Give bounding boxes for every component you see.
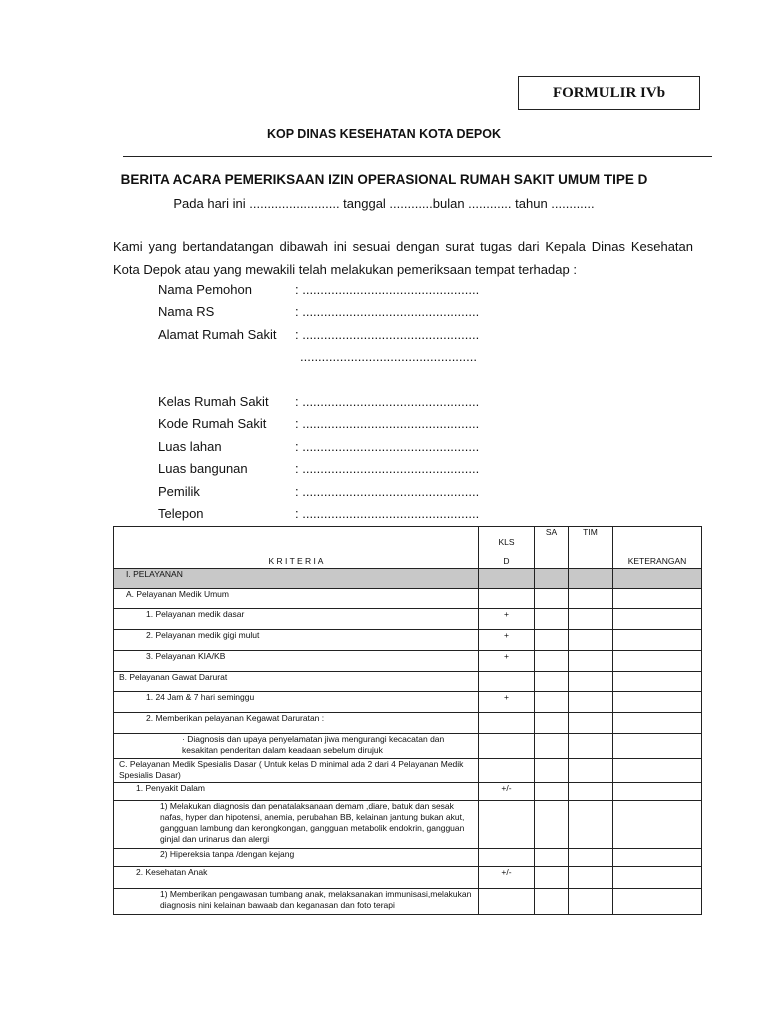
field-label: Luas bangunan — [158, 461, 248, 476]
field-label: Pemilik — [158, 484, 200, 499]
sa-cell — [535, 569, 569, 589]
field-value: : ................................................. — [295, 416, 480, 431]
table-row — [114, 734, 702, 759]
keterangan-cell — [613, 849, 702, 867]
sa-cell — [535, 734, 569, 759]
table-row — [114, 609, 702, 630]
intro-paragraph: Kami yang bertandatangan dibawah ini sesuai dengan surat tugas dari Kepala Dinas Kesehatan Kota Depok atau yang mewakili telah melakukan pemeriksaan tempat terhadap : — [113, 239, 693, 277]
kls-cell — [479, 713, 535, 734]
keterangan-cell — [613, 759, 702, 783]
header-kls-cell — [479, 527, 535, 569]
header-sa: SA — [545, 527, 558, 537]
field-label: Kode Rumah Sakit — [158, 416, 267, 431]
table-row — [114, 713, 702, 734]
tim-cell — [569, 849, 613, 867]
field-value: ................................................. — [300, 349, 477, 364]
tim-cell — [569, 609, 613, 630]
tim-cell — [569, 672, 613, 692]
header-kriteria-cell — [114, 527, 479, 569]
header-keterangan: KETERANGAN — [627, 556, 687, 566]
sa-cell — [535, 849, 569, 867]
form-code: FORMULIR IVb — [552, 84, 666, 101]
table-row — [114, 651, 702, 672]
header-keterangan-cell — [613, 527, 702, 569]
tim-cell — [569, 589, 613, 609]
criteria-cell: 2. Pelayanan medik gigi mulut — [114, 630, 479, 651]
sa-cell — [535, 672, 569, 692]
header-tim-cell — [569, 527, 613, 569]
table-row — [114, 801, 702, 849]
field-label: Luas lahan — [158, 439, 222, 454]
keterangan-cell — [613, 609, 702, 630]
field-value: : ................................................. — [295, 304, 480, 319]
kls-cell — [479, 759, 535, 783]
tim-cell — [569, 692, 613, 713]
sa-cell — [535, 713, 569, 734]
keterangan-cell — [613, 692, 702, 713]
table-row — [114, 759, 702, 783]
field-value: : ................................................. — [295, 394, 480, 409]
tim-cell — [569, 630, 613, 651]
criteria-cell: · Diagnosis dan upaya penyelamatan jiwa mengurangi kecacatan dan kesakitan penderitan dalam keadaan sebelum dirujuk — [114, 734, 479, 759]
criteria-table — [113, 526, 702, 915]
field-value: : ................................................. — [295, 484, 480, 499]
criteria-cell: 3. Pelayanan KIA/KB — [114, 651, 479, 672]
tim-cell — [569, 734, 613, 759]
kls-cell — [479, 734, 535, 759]
field-value: : ................................................. — [295, 506, 480, 521]
field-label: Nama Pemohon — [158, 282, 252, 297]
keterangan-cell — [613, 734, 702, 759]
keterangan-cell — [613, 630, 702, 651]
table-row — [114, 849, 702, 867]
sa-cell — [535, 589, 569, 609]
table-row — [114, 889, 702, 915]
field-value: : ................................................. — [295, 439, 480, 454]
kls-cell: + — [479, 651, 535, 672]
table-header-row — [114, 527, 702, 569]
tim-cell — [569, 867, 613, 889]
header-sa-cell — [535, 527, 569, 569]
field-label: Kelas Rumah Sakit — [158, 394, 269, 409]
date-line: Pada hari ini ......................... tanggal ............bulan ............ tahun ............ — [173, 196, 595, 211]
kls-cell: +/- — [479, 783, 535, 801]
table-row — [114, 783, 702, 801]
field-label: Alamat Rumah Sakit — [158, 327, 277, 342]
kls-cell: +/- — [479, 867, 535, 889]
table-row — [114, 589, 702, 609]
tim-cell — [569, 889, 613, 915]
field-value: : ................................................. — [295, 327, 480, 342]
sa-cell — [535, 759, 569, 783]
keterangan-cell — [613, 651, 702, 672]
keterangan-cell — [613, 713, 702, 734]
header-kls-sub: D — [503, 556, 510, 566]
form-code-box — [518, 76, 700, 110]
criteria-cell: 1) Melakukan diagnosis dan penatalaksanaan demam ,diare, batuk dan sesak nafas, hyper dan hipotensi, anemia, perubahan BB, kelainan jantung bukan akut, gangguan lambung dan kerongkongan, gangguan metabolik endokrin, gangguan ginjal dan urinarus dan alergi — [114, 801, 479, 849]
sa-cell — [535, 609, 569, 630]
keterangan-cell — [613, 867, 702, 889]
kls-cell — [479, 672, 535, 692]
keterangan-cell — [613, 801, 702, 849]
kls-cell — [479, 569, 535, 589]
criteria-cell: 1. Pelayanan medik dasar — [114, 609, 479, 630]
sa-cell — [535, 867, 569, 889]
kop-heading: KOP DINAS KESEHATAN KOTA DEPOK — [266, 127, 502, 141]
field-value: : ................................................. — [295, 282, 480, 297]
tim-cell — [569, 759, 613, 783]
criteria-cell: A. Pelayanan Medik Umum — [114, 589, 479, 609]
sa-cell — [535, 889, 569, 915]
table-row — [114, 630, 702, 651]
sa-cell — [535, 801, 569, 849]
header-kls: KLS — [498, 537, 515, 547]
sa-cell — [535, 783, 569, 801]
kls-cell — [479, 889, 535, 915]
kls-cell — [479, 589, 535, 609]
criteria-cell: 2) Hipereksia tanpa /dengan kejang — [114, 849, 479, 867]
kls-cell: + — [479, 630, 535, 651]
criteria-cell: 2. Memberikan pelayanan Kegawat Daruratan : — [114, 713, 479, 734]
criteria-cell: C. Pelayanan Medik Spesialis Dasar ( Untuk kelas D minimal ada 2 dari 4 Pelayanan Medik Spesialis Dasar) — [114, 759, 479, 783]
sa-cell — [535, 651, 569, 672]
header-kriteria: K R I T E R I A — [268, 556, 324, 566]
criteria-cell: 1) Memberikan pengawasan tumbang anak, melaksanakan immunisasi,melakukan diagnosis nini kelainan bawaab dan keganasan dan foto terapi — [114, 889, 479, 915]
keterangan-cell — [613, 589, 702, 609]
table-row — [114, 692, 702, 713]
table-row — [114, 569, 702, 589]
keterangan-cell — [613, 569, 702, 589]
keterangan-cell — [613, 889, 702, 915]
tim-cell — [569, 783, 613, 801]
sa-cell — [535, 692, 569, 713]
header-divider — [123, 156, 712, 157]
tim-cell — [569, 651, 613, 672]
criteria-cell: I. PELAYANAN — [114, 569, 479, 589]
field-value: : ................................................. — [295, 461, 480, 476]
kls-cell — [479, 849, 535, 867]
table-row — [114, 672, 702, 692]
criteria-cell: B. Pelayanan Gawat Darurat — [114, 672, 479, 692]
keterangan-cell — [613, 672, 702, 692]
tim-cell — [569, 801, 613, 849]
tim-cell — [569, 713, 613, 734]
criteria-cell: 1. 24 Jam & 7 hari seminggu — [114, 692, 479, 713]
field-label: Nama RS — [158, 304, 215, 319]
criteria-cell: 1. Penyakit Dalam — [114, 783, 479, 801]
tim-cell — [569, 569, 613, 589]
criteria-cell: 2. Kesehatan Anak — [114, 867, 479, 889]
sa-cell — [535, 630, 569, 651]
document-title: BERITA ACARA PEMERIKSAAN IZIN OPERASIONAL RUMAH SAKIT UMUM TIPE D — [120, 172, 648, 187]
keterangan-cell — [613, 783, 702, 801]
field-label: Telepon — [158, 506, 204, 521]
kls-cell — [479, 801, 535, 849]
header-tim: TIM — [583, 527, 598, 537]
kls-cell: + — [479, 692, 535, 713]
table-row — [114, 867, 702, 889]
kls-cell: + — [479, 609, 535, 630]
